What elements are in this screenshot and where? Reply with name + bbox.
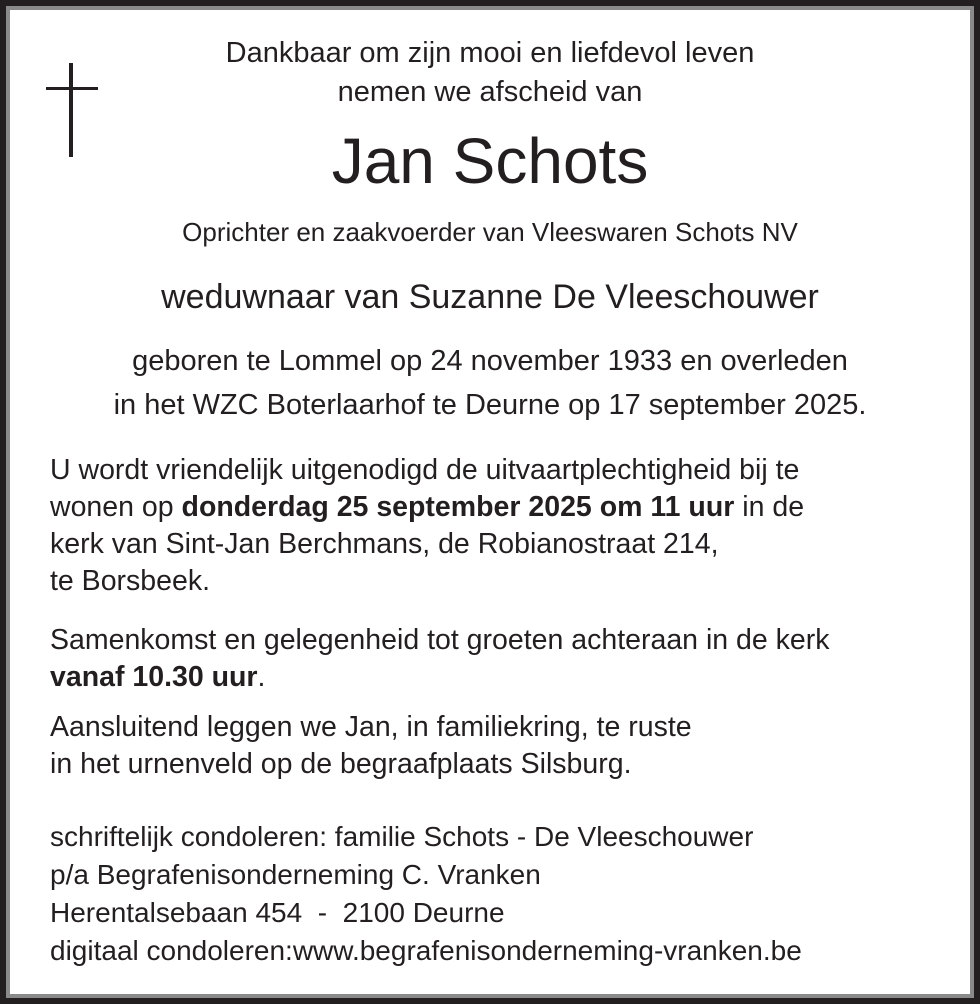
gathering-line-1: Samenkomst en gelegenheid tot groeten achteraan in de kerk: [50, 624, 830, 656]
deceased-role: Oprichter en zaakvoerder van Vleeswaren Schots NV: [182, 217, 798, 247]
widower-line: weduwnaar van Suzanne De Vleeschouwer: [161, 278, 819, 316]
gathering-time: vanaf 10.30 uur: [50, 661, 258, 693]
birth-death-line-1: geboren te Lommel op 24 november 1933 en overleden: [132, 345, 848, 377]
funeral-date-time: donderdag 25 september 2025 om 11 uur: [181, 491, 735, 523]
birth-death-line-2: in het WZC Boterlaarhof te Deurne op 17 september 2025.: [113, 389, 867, 421]
deceased-name: Jan Schots: [331, 125, 649, 197]
intro-line-1: Dankbaar om zijn mooi en liefdevol leven: [225, 37, 755, 69]
funeral-line-2-pre: wonen op: [50, 491, 182, 523]
funeral-line-3: kerk van Sint-Jan Berchmans, de Robianostraat 214,: [50, 528, 719, 560]
condolence-website: digitaal condoleren:www.begrafenisonderneming-vranken.be: [50, 935, 802, 966]
funeral-line-4: te Borsbeek.: [50, 565, 211, 597]
gathering-line-2: [50, 659, 830, 696]
funeral-line-1: U wordt vriendelijk uitgenodigd de uitvaartplechtigheid bij te: [50, 454, 800, 486]
burial-line-2: in het urnenveld op de begraafplaats Silsburg.: [50, 748, 632, 780]
funeral-invitation: [50, 452, 804, 600]
burial-line-1: Aansluitend leggen we Jan, in familiekring, te ruste: [50, 711, 692, 743]
gathering-line-2-post: .: [257, 661, 266, 693]
funeral-line-2-post: in de: [734, 491, 805, 523]
condolence-line-2: p/a Begrafenisonderneming C. Vranken: [50, 859, 541, 890]
gathering-info: [50, 622, 830, 696]
condolence-address: Herentalsebaan 454 - 2100 Deurne: [50, 897, 505, 928]
funeral-line-2: [50, 489, 804, 526]
burial-info: [50, 709, 692, 783]
intro-line-2: nemen we afscheid van: [337, 76, 643, 108]
condolence-line-1: schriftelijk condoleren: familie Schots - De Vleeschouwer: [50, 821, 754, 852]
condolence-info: [50, 818, 802, 970]
